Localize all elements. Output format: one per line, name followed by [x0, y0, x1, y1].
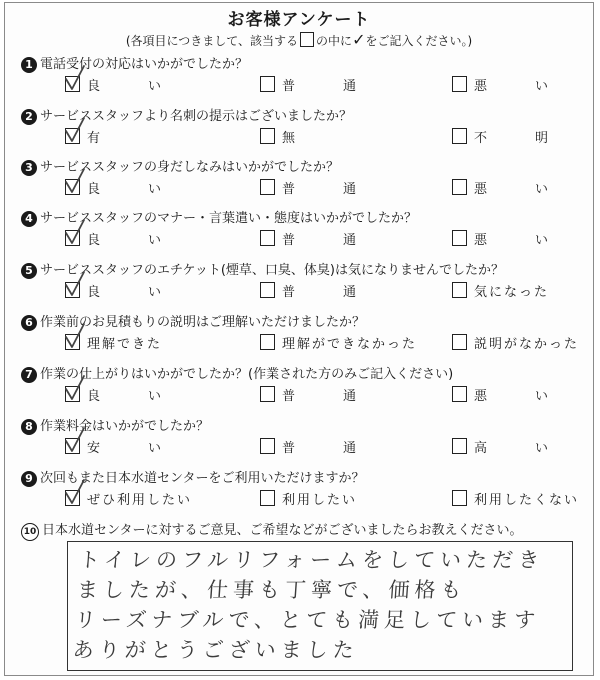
option-label: 有 — [87, 131, 149, 146]
checkbox-example-icon — [300, 32, 314, 47]
handwritten-check-icon — [64, 479, 86, 507]
option-label: 悪い — [474, 389, 597, 404]
handwritten-check-icon — [64, 65, 86, 93]
question-text: サービススタッフのマナー・言葉遣い・態度はいかがでしたか？ — [40, 211, 418, 226]
handwritten-check-icon — [64, 219, 86, 247]
checkbox[interactable] — [452, 179, 467, 195]
option-label: 安い — [87, 441, 210, 456]
option-label: 良い — [87, 285, 210, 300]
question-2 — [5, 105, 597, 157]
option-label: 理解ができなかった — [282, 337, 418, 352]
option-label: 良い — [87, 389, 210, 404]
question-number-badge: 6 — [21, 315, 37, 331]
option-label: 高い — [474, 441, 597, 456]
checkmark-example-icon: ✓ — [352, 30, 366, 49]
handwritten-check-icon — [64, 323, 86, 351]
option-label: ぜひ利用したい — [87, 493, 193, 508]
checkbox[interactable] — [452, 334, 467, 350]
handwritten-check-icon — [64, 375, 86, 403]
instruction-text-before: (各項目につきまして、該当する — [125, 34, 299, 48]
question-text: サービススタッフより名刺の提示はございましたか？ — [40, 109, 353, 124]
question-4 — [5, 207, 597, 259]
question-text: サービススタッフのエチケット(煙草、口臭、体臭)は気になりませんでしたか？ — [40, 263, 504, 278]
question-number-badge: 2 — [21, 109, 37, 125]
question-number-badge: 7 — [21, 367, 37, 383]
question-heading — [21, 53, 248, 73]
option-label: 良い — [87, 233, 210, 248]
question-3 — [5, 156, 597, 208]
question-number-badge: 8 — [21, 419, 37, 435]
option-label: 良い — [87, 182, 210, 197]
checkbox[interactable] — [260, 76, 275, 92]
instruction-text-middle: の中に — [316, 34, 353, 48]
checkbox[interactable] — [452, 76, 467, 92]
handwritten-check-icon — [64, 168, 86, 196]
option-label: 普通 — [282, 182, 405, 197]
checkbox[interactable] — [452, 490, 467, 506]
survey-instruction — [5, 30, 593, 49]
checkbox[interactable] — [260, 386, 275, 402]
handwritten-check-icon — [64, 117, 86, 145]
question-number-badge: 3 — [21, 160, 37, 176]
checkbox[interactable] — [452, 282, 467, 298]
question-text: 作業料金はいかがでしたか？ — [40, 419, 210, 434]
question-6 — [5, 311, 593, 363]
question-8 — [5, 415, 597, 467]
option-label: 悪い — [474, 233, 597, 248]
question-number-badge: 9 — [21, 471, 37, 487]
checkbox[interactable] — [452, 230, 467, 246]
checkbox[interactable] — [452, 386, 467, 402]
option-label: 普通 — [282, 389, 405, 404]
survey-sheet — [4, 2, 597, 676]
question-number-badge: 4 — [21, 211, 37, 227]
question-text: 作業の仕上がりはいかがでしたか？(作業された方のみご記入ください) — [40, 367, 454, 382]
option-label: 普通 — [282, 285, 405, 300]
comment-line: ありがとうございました — [71, 638, 360, 662]
option-label: 利用したい — [282, 493, 358, 508]
option-label: 悪い — [474, 79, 597, 94]
question-heading — [21, 415, 209, 435]
question-text: 作業前のお見積もりの説明はご理解いただけましたか？ — [40, 315, 366, 330]
option-label: 利用したくない — [474, 493, 580, 508]
question-number-badge: 1 — [21, 57, 37, 73]
question-5 — [5, 259, 593, 311]
checkbox[interactable] — [260, 230, 275, 246]
option-label: 普通 — [282, 441, 405, 456]
question-number-badge: 5 — [21, 263, 37, 279]
comment-line: リーズナブルで、とても満足しています — [74, 608, 541, 632]
checkbox[interactable] — [260, 490, 275, 506]
checkbox[interactable] — [260, 438, 275, 454]
survey-title: お客様アンケート — [227, 10, 371, 30]
comment-line: トイレのフルリフォームをしていただき — [78, 548, 545, 572]
comment-line: ましたが、仕事も丁寧で、価格も — [76, 578, 468, 602]
checkbox[interactable] — [260, 334, 275, 350]
option-label: 不明 — [474, 131, 597, 146]
option-label: 普通 — [282, 79, 405, 94]
checkbox[interactable] — [260, 179, 275, 195]
option-label: 説明がなかった — [474, 337, 580, 352]
handwritten-check-icon — [64, 271, 86, 299]
option-label: 理解できた — [87, 337, 163, 352]
handwritten-check-icon — [64, 427, 86, 455]
instruction-text-after: をご記入ください。) — [365, 34, 473, 48]
checkbox[interactable] — [452, 438, 467, 454]
option-label: 無 — [282, 131, 344, 146]
handwritten-comment — [64, 542, 577, 665]
option-label: 気になった — [474, 285, 550, 300]
option-label: 良い — [87, 79, 210, 94]
question-7 — [5, 363, 597, 415]
question-heading — [21, 519, 522, 541]
question-text: サービススタッフの身だしなみはいかがでしたか？ — [40, 160, 340, 175]
question-text: 日本水道センターに対するご意見、ご希望などがございましたらお教えください。 — [42, 523, 523, 538]
option-label: 普通 — [282, 233, 405, 248]
checkbox[interactable] — [260, 282, 275, 298]
comment-box[interactable] — [67, 541, 573, 671]
checkbox[interactable] — [260, 128, 275, 144]
checkbox[interactable] — [452, 128, 467, 144]
question-heading — [21, 259, 504, 279]
option-label: 悪い — [474, 182, 597, 197]
question-text: 電話受付の対応はいかがでしたか？ — [40, 57, 249, 72]
question-1 — [5, 53, 597, 105]
question-9 — [5, 467, 593, 519]
question-number-badge: 10 — [21, 523, 39, 541]
question-text: 次回もまた日本水道センターをご利用いただけますか？ — [40, 471, 365, 486]
